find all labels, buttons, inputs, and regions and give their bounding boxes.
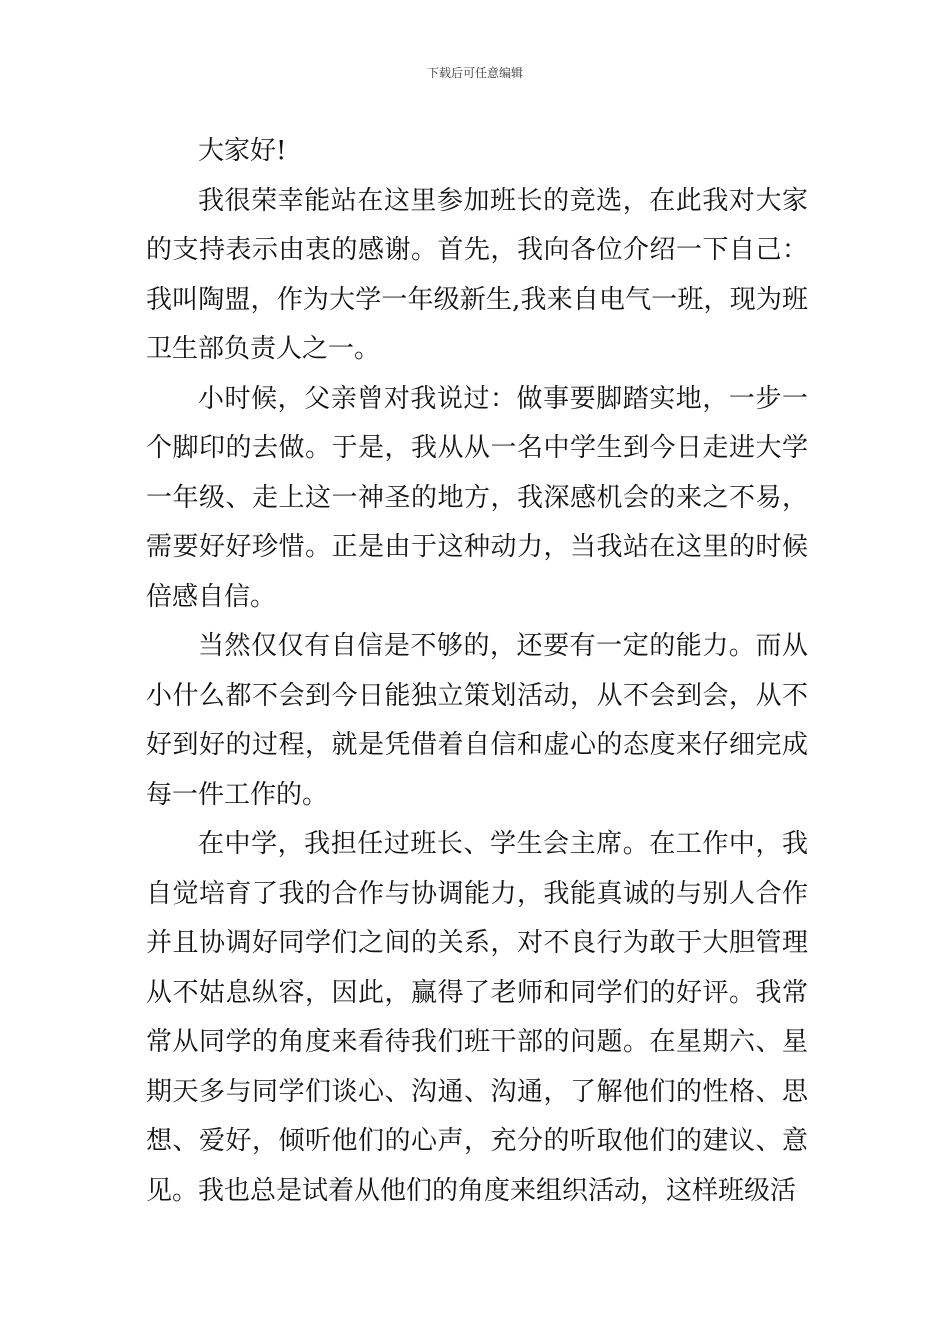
- document-body: [146, 127, 808, 1216]
- header-note: 下载后可任意编辑: [426, 66, 523, 80]
- paragraph-greeting: 大家好!: [198, 136, 287, 166]
- paragraph-experience: 在中学，我担任过班长、学生会主席。在工作中，我自觉培育了我的合作与协调能力，我能真诚的与别人合作并且协调好同学们之间的关系，对不良行为敢于大胆管理从不姑息纵容，因此，赢得了老师和同学们的好评。我常常从同学的角度来看待我们班干部的问题。在星期六、星期天多与同学们谈心、沟通、沟通，了解他们的性格、思想、爱好，倾听他们的心声，充分的听取他们的建议、意见。我也总是试着从他们的角度来组织活动，这样班级活: [146, 829, 808, 1206]
- paragraph-ability: 当然仅仅有自信是不够的，还要有一定的能力。而从小什么都不会到今日能独立策划活动，从不会到会，从不好到好的过程，就是凭借着自信和虚心的态度来仔细完成每一件工作的。: [146, 631, 808, 810]
- paragraph-introduction: 我很荣幸能站在这里参加班长的竞选，在此我对大家的支持表示由衷的感谢。首先，我向各位介绍一下自己：我叫陶盟，作为大学一年级新生,我来自电气一班，现为班卫生部负责人之一。: [146, 185, 808, 364]
- paragraph-childhood: 小时候，父亲曾对我说过：做事要脚踏实地，一步一个脚印的去做。于是，我从从一名中学生到今日走进大学一年级、走上这一神圣的地方，我深感机会的来之不易，需要好好珍惜。正是由于这种动力，当我站在这里的时候倍感自信。: [146, 383, 808, 612]
